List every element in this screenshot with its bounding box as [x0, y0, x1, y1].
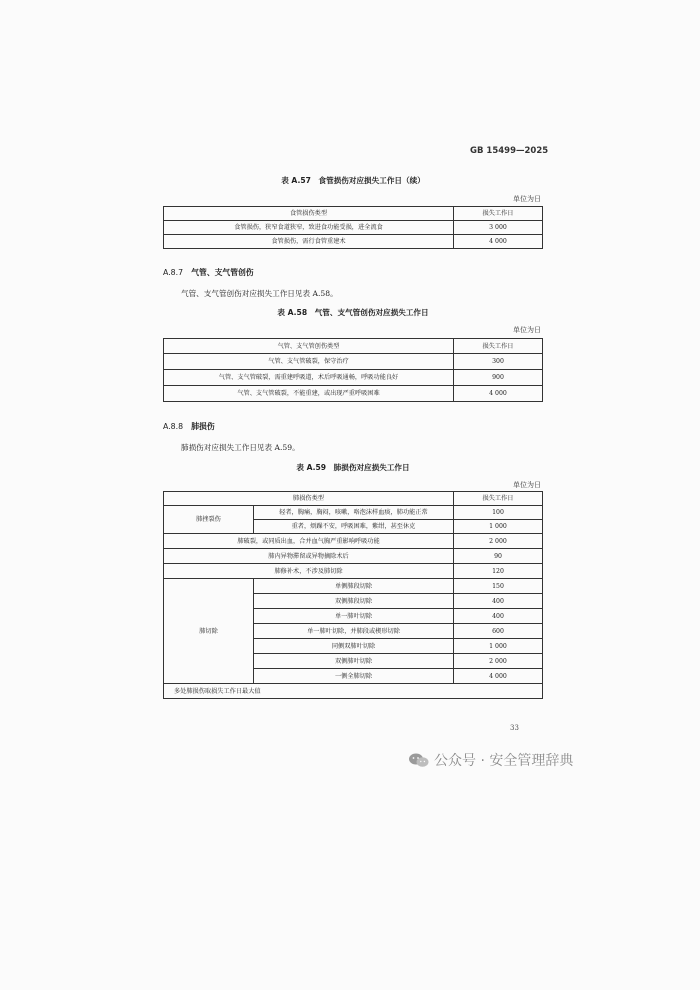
table-header-cell: 食管损伤类型 — [164, 207, 454, 221]
table-cell: 肺破裂，或同质出血，合并血气胸严重影响呼吸功能 — [164, 534, 454, 549]
section-title: 肺损伤 — [191, 422, 215, 431]
table-cell: 900 — [454, 370, 543, 386]
table-cell: 气管、支气管破裂，需重建呼吸道，术后呼吸通畅，呼吸功能良好 — [164, 370, 454, 386]
table-cell: 2 000 — [454, 534, 543, 549]
table-cell: 肺修补术，不涉及肺切除 — [164, 564, 454, 579]
table-cell: 2 000 — [454, 654, 543, 669]
table-cell: 气管、支气管破裂，保守治疗 — [164, 354, 454, 370]
table-header-row — [164, 339, 543, 354]
table-a58-unit: 单位为日 — [513, 326, 541, 334]
section-a88-paragraph: 肺损伤对应损失工作日见表 A.59。 — [181, 443, 300, 452]
table-row — [164, 579, 543, 594]
page-number: 33 — [510, 724, 519, 732]
table-group-label: 肺切除 — [164, 579, 254, 684]
table-cell: 单侧肺段切除 — [254, 579, 454, 594]
section-heading-a87 — [163, 267, 254, 278]
section-title: 气管、支气管创伤 — [191, 268, 254, 277]
table-cell: 气管、支气管破裂，不能重建，或出现严重呼吸困难 — [164, 386, 454, 402]
table-header-cell: 损失工作日 — [454, 339, 543, 354]
table-row — [164, 221, 543, 235]
table-row — [164, 534, 543, 549]
table-row — [164, 370, 543, 386]
table-cell: 4 000 — [454, 235, 543, 249]
table-header-row — [164, 207, 543, 221]
table-cell: 4 000 — [454, 386, 543, 402]
table-cell: 150 — [454, 579, 543, 594]
table-cell: 400 — [454, 609, 543, 624]
table-cell: 同侧双肺叶切除 — [254, 639, 454, 654]
section-heading-a88 — [163, 421, 215, 432]
watermark-text: 公众号 · 安全管理辞典 — [434, 753, 574, 769]
table-a57-caption: 表 A.57 食管损伤对应损失工作日（续） — [281, 176, 425, 185]
table-cell: 600 — [454, 624, 543, 639]
table-cell: 一侧全肺切除 — [254, 669, 454, 684]
table-a57-unit: 单位为日 — [513, 195, 541, 203]
table-row — [164, 506, 543, 520]
table-cell: 轻者，胸痛，胸闷，咳嗽，咯泡沫样血痰，肺功能正常 — [254, 506, 454, 520]
table-row — [164, 386, 543, 402]
section-number: A.8.8 — [163, 422, 184, 431]
table-row — [164, 564, 543, 579]
table-header-cell: 肺损伤类型 — [164, 492, 454, 506]
table-header-cell: 损失工作日 — [454, 207, 543, 221]
table-cell: 4 000 — [454, 669, 543, 684]
watermark — [408, 750, 573, 770]
table-cell: 120 — [454, 564, 543, 579]
table-header-row — [164, 492, 543, 506]
table-row — [164, 354, 543, 370]
table-cell: 食管损伤，狭窄食道狭窄，致进食功能受损，进全流食 — [164, 221, 454, 235]
section-a87-paragraph: 气管、支气管创伤对应损失工作日见表 A.58。 — [181, 289, 338, 298]
table-cell: 食管损伤，需行食管重建术 — [164, 235, 454, 249]
table-cell: 1 000 — [454, 520, 543, 534]
table-a59-caption: 表 A.59 肺损伤对应损失工作日 — [296, 463, 410, 472]
wechat-icon — [408, 752, 430, 768]
section-number: A.8.7 — [163, 268, 184, 277]
table-cell: 400 — [454, 594, 543, 609]
table-cell: 1 000 — [454, 639, 543, 654]
table-a59 — [163, 491, 543, 699]
table-a59-unit: 单位为日 — [513, 481, 541, 489]
table-cell: 90 — [454, 549, 543, 564]
table-a58-caption: 表 A.58 气管、支气管创伤对应损失工作日 — [277, 308, 429, 317]
table-row — [164, 549, 543, 564]
table-group-label: 肺挫裂伤 — [164, 506, 254, 534]
table-note-row — [164, 684, 543, 699]
table-header-cell: 气管、支气管创伤类型 — [164, 339, 454, 354]
table-cell: 肺内异物滞留或异物摘除术后 — [164, 549, 454, 564]
table-note: 多处肺损伤取损失工作日最大值 — [164, 684, 543, 699]
table-a58 — [163, 338, 543, 402]
table-cell: 重者，烦躁不安，呼吸困难，紫绀，甚至休克 — [254, 520, 454, 534]
table-cell: 3 000 — [454, 221, 543, 235]
table-row — [164, 235, 543, 249]
table-cell: 双侧肺段切除 — [254, 594, 454, 609]
table-a57 — [163, 206, 543, 249]
table-cell: 单一肺叶切除 — [254, 609, 454, 624]
table-cell: 单一肺叶切除，并肺段或楔形切除 — [254, 624, 454, 639]
table-cell: 100 — [454, 506, 543, 520]
table-header-cell: 损失工作日 — [454, 492, 543, 506]
table-cell: 双侧肺叶切除 — [254, 654, 454, 669]
standard-number: GB 15499—2025 — [470, 146, 549, 156]
table-cell: 300 — [454, 354, 543, 370]
